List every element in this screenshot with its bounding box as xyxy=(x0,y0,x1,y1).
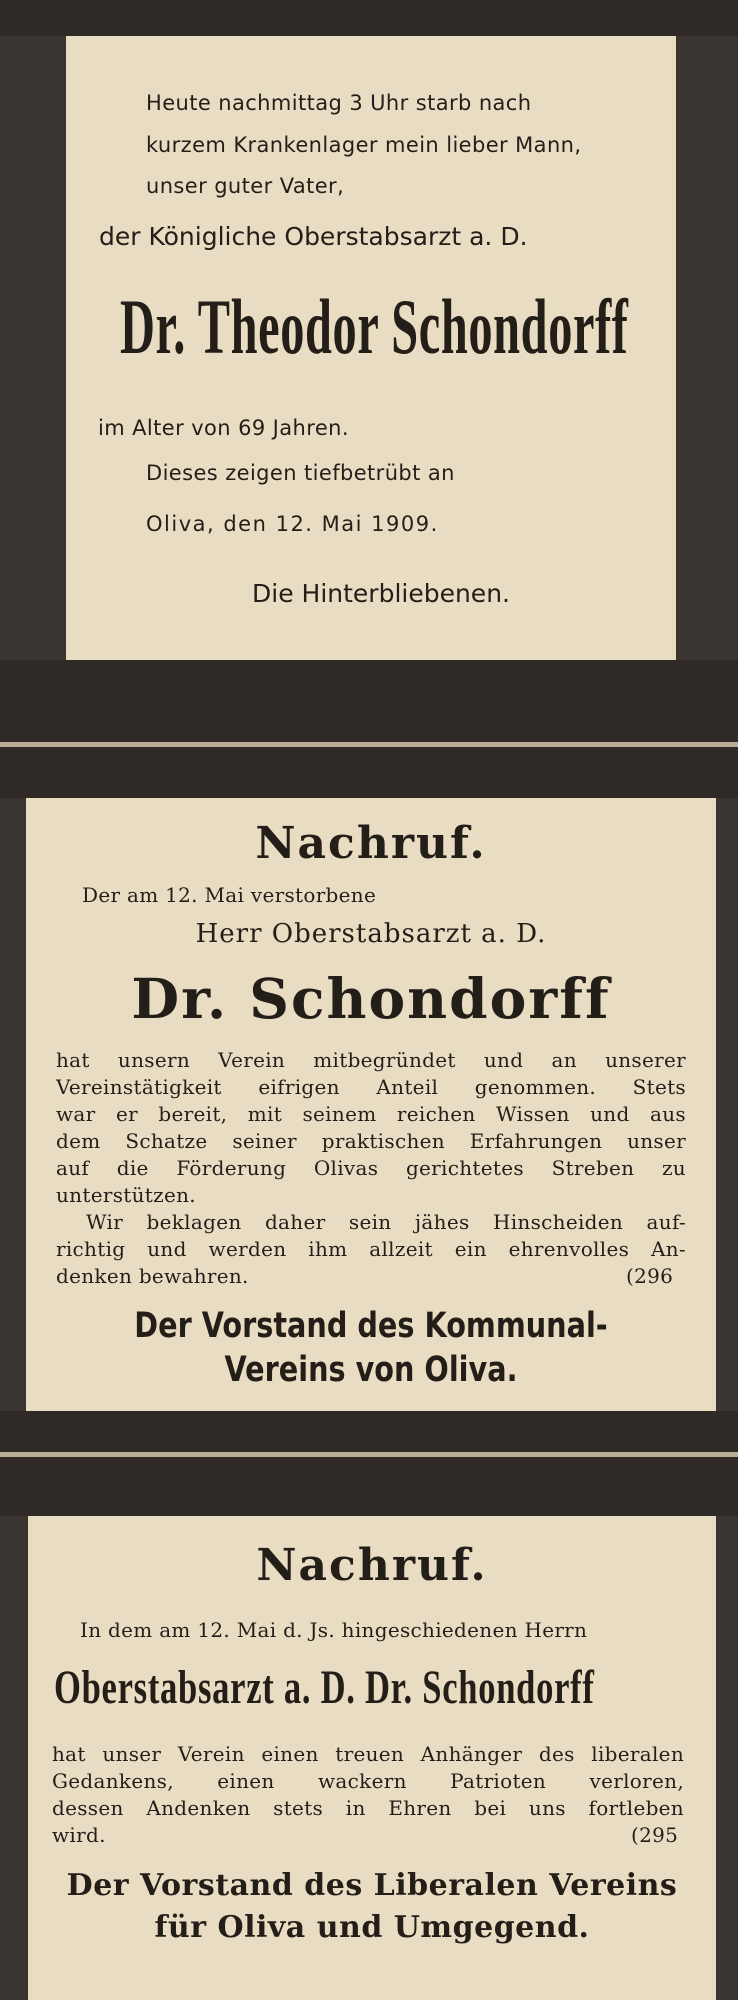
announcement-line-1: Heute nachmittag 3 Uhr starb nach xyxy=(146,91,532,115)
obituary-body-line: Gedankens, einen wackern Patrioten verloren, xyxy=(52,1769,684,1793)
separator-band-2 xyxy=(0,1411,738,1516)
obituary-kommunal-verein xyxy=(26,798,716,1411)
obituary-body-line: wird. xyxy=(52,1823,106,1847)
obituary-body-line: dem Schatze seiner praktischen Erfahrungen unser xyxy=(56,1129,686,1153)
obituary-body-line: war er bereit, mit seinem reichen Wissen und aus xyxy=(56,1102,686,1126)
obituary-body-line: Vereinstätigkeit eifrigen Anteil genommen. Stets xyxy=(56,1075,686,1099)
obituary-subtitle: Herr Oberstabsarzt a. D. xyxy=(195,919,547,949)
obituary-liberaler-verein xyxy=(28,1516,716,2000)
obituary-body-line: denken bewahren. xyxy=(56,1264,249,1288)
obituary-signature-line-1: Der Vorstand des Kommunal- xyxy=(134,1306,608,1346)
reference-number: (295 xyxy=(631,1823,679,1847)
deceased-name: Dr. Theodor Schondorff xyxy=(120,283,629,370)
separator-band-1 xyxy=(0,660,738,798)
obituary-signature-line-1: Der Vorstand des Liberalen Vereins xyxy=(66,1868,678,1903)
obituary-signature-line-2: Vereins von Oliva. xyxy=(224,1350,518,1390)
obituary-intro: Der am 12. Mai verstorbene xyxy=(82,883,377,907)
place-date: Oliva, den 12. Mai 1909. xyxy=(146,512,439,536)
obituary-body-line: auf die Förderung Olivas gerichtetes Streben zu xyxy=(56,1156,686,1180)
announcement-signature: Die Hinterbliebenen. xyxy=(252,579,510,608)
death-announcement xyxy=(66,36,676,660)
obituary-body-line: richtig und werden ihm allzeit ein ehrenvolles An- xyxy=(56,1237,686,1261)
deceased-title: der Königliche Oberstabsarzt a. D. xyxy=(99,222,528,251)
obituary-heading: Nachruf. xyxy=(256,1540,488,1591)
reference-number: (296 xyxy=(626,1264,674,1288)
obituary-body-line: unterstützen. xyxy=(56,1183,196,1207)
obituary-body-line: hat unser Verein einen treuen Anhänger des liberalen xyxy=(52,1742,684,1766)
obituary-intro: In dem am 12. Mai d. Js. hingeschiedenen Herrn xyxy=(80,1618,588,1642)
obituary-name: Dr. Schondorff xyxy=(131,966,611,1031)
obituary-name: Oberstabsarzt a. D. Dr. Schondorff xyxy=(54,1661,595,1714)
obituary-signature-line-2: für Oliva und Umgegend. xyxy=(154,1910,590,1945)
top-border xyxy=(0,0,738,36)
separator-rule-2 xyxy=(0,1452,738,1457)
obituary-body-line: dessen Andenken stets in Ehren bei uns fortleben xyxy=(52,1796,684,1820)
announcement-line-3: unser guter Vater, xyxy=(146,174,345,198)
obituary-heading: Nachruf. xyxy=(255,818,487,869)
separator-rule-1 xyxy=(0,742,738,747)
announcement-line-2: kurzem Krankenlager mein lieber Mann, xyxy=(146,133,582,157)
obituary-body-line: hat unsern Verein mitbegründet und an unserer xyxy=(56,1048,686,1072)
deceased-age: im Alter von 69 Jahren. xyxy=(98,416,349,440)
announce-line: Dieses zeigen tiefbetrübt an xyxy=(146,461,455,485)
obituary-body-line: Wir beklagen daher sein jähes Hinscheiden auf- xyxy=(86,1210,686,1234)
